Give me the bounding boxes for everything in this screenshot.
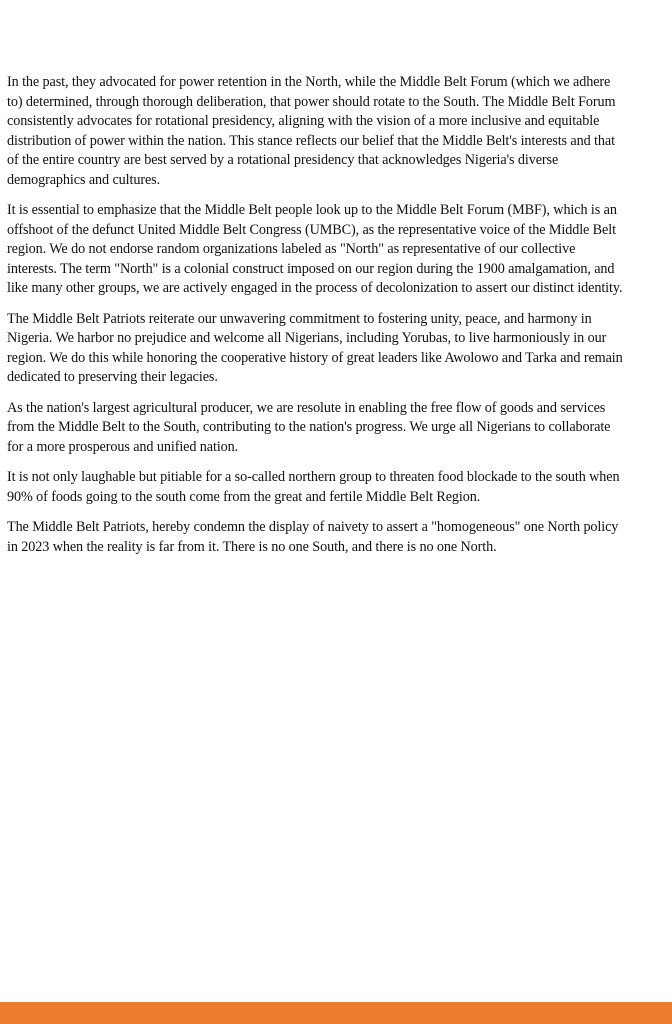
paragraph-agricultural-producer: As the nation's largest agricultural producer, we are resolute in enabling the free flow of goods and services from the Middle Belt to the South, contributing to the nation's progress. We urge all Nigerians to collaborate for a more prosperous and unified nation.: [7, 399, 611, 455]
footer-accent-bar: [0, 1002, 672, 1024]
paragraph-food-blockade: It is not only laughable but pitiable for a so-called northern group to threaten food blockade to the south when 90% of foods going to the south come from the great and fertile Middle Belt Region.: [7, 469, 620, 505]
paragraph-unity-commitment: The Middle Belt Patriots reiterate our unwavering commitment to fostering unity, peace, and harmony in Nigeria. We harbor no prejudice and welcome all Nigerians, including Yorubas, to live harmoniously in our region. We do this while honoring the cooperative history of great leaders like Awolowo and Tarka and remain dedicated to preserving their legacies.: [7, 310, 623, 385]
document-body: [7, 73, 627, 568]
paragraph-power-rotation: In the past, they advocated for power retention in the North, while the Middle Belt Forum (which we adhere to) determined, through thorough deliberation, that power should rotate to the South. The Middle Belt Forum consistently advocates for rotational presidency, aligning with the vision of a more inclusive and equitable distribution of power within the nation. This stance reflects our belief that the Middle Belt's interests and that of the entire country are best served by a rotational presidency that acknowledges Nigeria's diverse demographics and cultures.: [7, 74, 616, 188]
paragraph-mbf-representation: It is essential to emphasize that the Middle Belt people look up to the Middle Belt Forum (MBF), which is an offshoot of the defunct United Middle Belt Congress (UMBC), as the representative voice of the Middle Belt region. We do not endorse random organizations labeled as "North" as representative of our collective interests. The term "North" is a colonial construct imposed on our region during the 1900 amalgamation, and like many other groups, we are actively engaged in the process of decolonization to assert our distinct identity.: [7, 202, 623, 296]
paragraph-condemnation: The Middle Belt Patriots, hereby condemn the display of naivety to assert a "homogeneous" one North policy in 2023 when the reality is far from it. There is no one South, and there is no one North.: [7, 519, 619, 555]
